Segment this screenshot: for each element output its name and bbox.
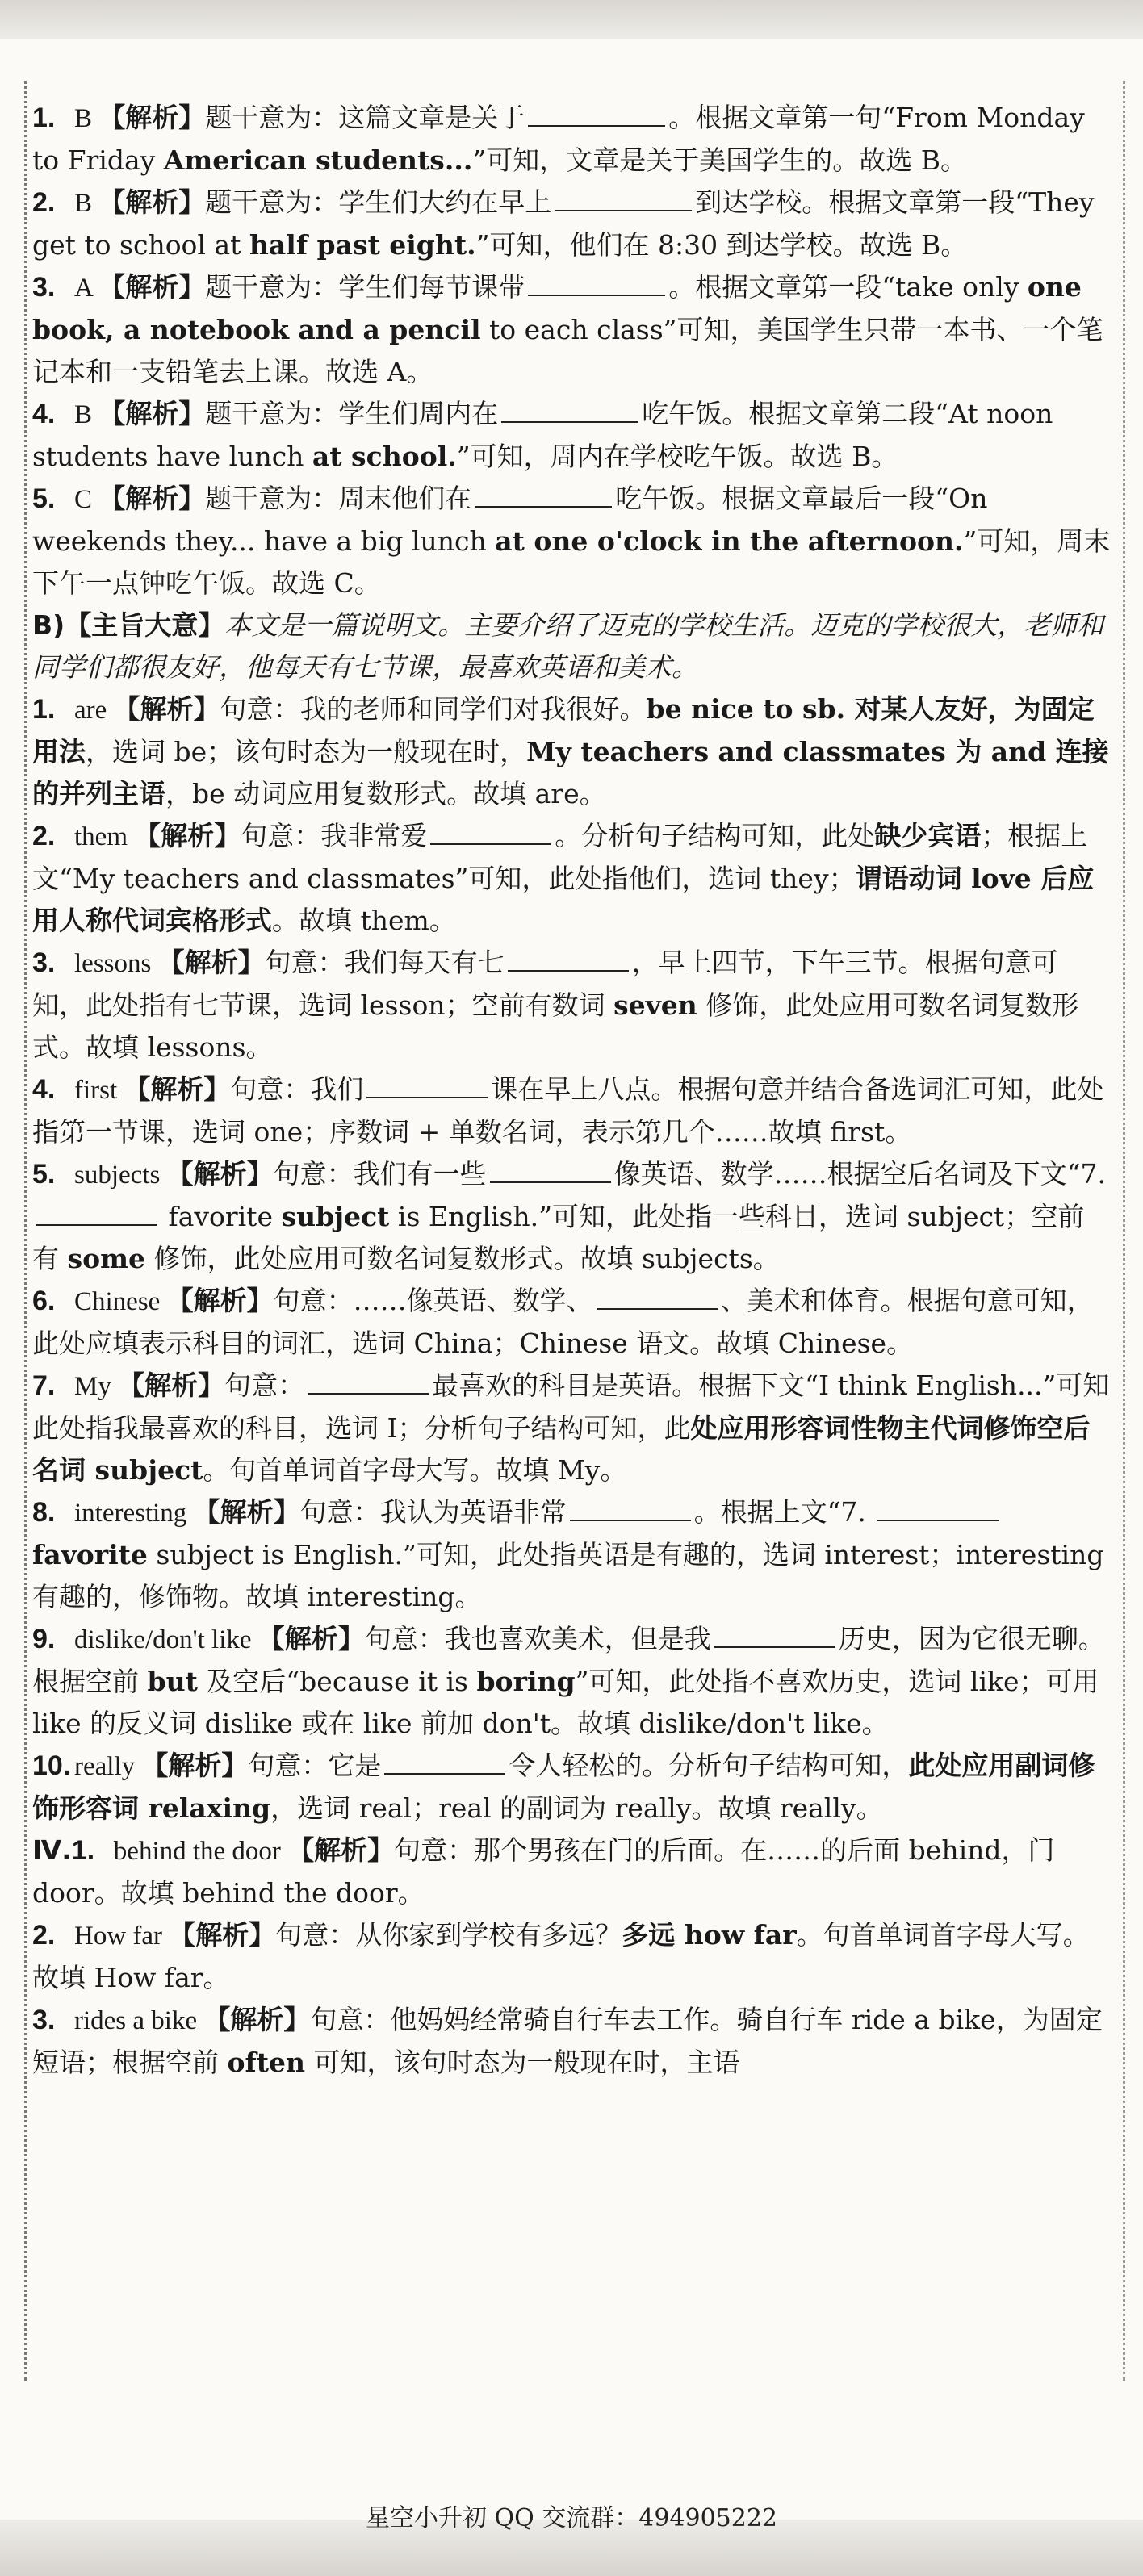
explanation-text: 到达学校。根据文章第一段“They get to school at bbox=[32, 186, 1095, 261]
question-number: 8. bbox=[32, 1497, 56, 1528]
key-point-text: subject bbox=[281, 1201, 390, 1232]
question-item bbox=[32, 1914, 1111, 1999]
section-b-answers bbox=[32, 688, 1111, 1830]
answer-blank bbox=[570, 1520, 691, 1521]
analysis-tag: 【解析】 bbox=[166, 1158, 274, 1190]
explanation-text: is English.”可知，此处指一些科目，选词 subject；空前有 bbox=[32, 1201, 1085, 1274]
analysis-tag: 【解析】 bbox=[287, 1834, 395, 1866]
explanation-text: 历史，因为它很无聊。根据空前 bbox=[32, 1623, 1105, 1697]
question-item bbox=[32, 1999, 1111, 2084]
answer-blank bbox=[528, 295, 665, 296]
answer-blank bbox=[555, 210, 692, 211]
answer-value: subjects bbox=[74, 1160, 167, 1190]
answer-blank bbox=[877, 1520, 999, 1521]
key-point-text: be nice to sb. 对某人友好，为固定用法 bbox=[32, 693, 1095, 767]
explanation-text: ，早上四节，下午三节。根据句意可知，此处指有七节课，选词 lesson；空前有数词 bbox=[32, 947, 1058, 1021]
section-b-summary-text: 本文是一篇说明文。主要介绍了迈克的学校生活。迈克的学校很大，老师和同学们都很友好，他每天有七节课，最喜欢英语和美术。 bbox=[32, 609, 1104, 683]
answer-value: B bbox=[74, 189, 99, 218]
answer-blank bbox=[430, 843, 551, 845]
question-item bbox=[32, 1365, 1111, 1491]
explanation-text: 句意：我们 bbox=[230, 1073, 364, 1105]
answer-blank bbox=[36, 1224, 157, 1226]
answer-value: C bbox=[74, 485, 99, 514]
right-dotted-rule bbox=[1123, 81, 1125, 2381]
explanation-text: 吃午饭。根据文章最后一段“On weekends they... have a big lunch bbox=[32, 483, 988, 557]
analysis-tag: 【解析】 bbox=[157, 947, 265, 978]
explanation-text: subject is English.”可知，此处指英语是有趣的，选词 interest；interesting 有趣的，修饰物。故填 interesting。 bbox=[32, 1539, 1104, 1612]
question-number: 2. bbox=[32, 1920, 56, 1951]
answer-value: really bbox=[74, 1752, 142, 1781]
key-point-text: My teachers and classmates 为 and 连接的并列主语 bbox=[32, 736, 1109, 809]
question-number: 1. bbox=[32, 102, 56, 133]
quoted-evidence: at one o'clock in the afternoon. bbox=[495, 525, 964, 557]
footer-text: 星空小升初 QQ 交流群：494905222 bbox=[365, 2504, 778, 2532]
explanation-text: 题干意为：这篇文章是关于 bbox=[205, 102, 525, 133]
section-iv-label: Ⅳ. bbox=[32, 1834, 72, 1866]
question-item bbox=[32, 1830, 1111, 1914]
answer-value: rides a bike bbox=[74, 2006, 204, 2035]
question-number: 5. bbox=[32, 483, 56, 514]
analysis-tag: 【解析】 bbox=[98, 483, 206, 514]
question-item bbox=[32, 97, 1111, 182]
answer-value: My bbox=[74, 1372, 119, 1401]
question-item bbox=[32, 1153, 1111, 1280]
explanation-text: 。句首单词首字母大写。故填 My。 bbox=[203, 1454, 627, 1486]
answer-value: first bbox=[74, 1076, 124, 1105]
question-number: 5. bbox=[32, 1159, 56, 1190]
answer-blank bbox=[528, 125, 665, 127]
section-iv-answers bbox=[32, 1830, 1111, 2084]
key-point-text: but bbox=[147, 1666, 198, 1697]
explanation-text: 句意：我认为英语非常 bbox=[299, 1496, 567, 1528]
explanation-text: 句意：那个男孩在门的后面。在……的后面 behind，门 door。故填 behind the door。 bbox=[32, 1834, 1055, 1909]
key-point-text: boring bbox=[476, 1666, 576, 1697]
question-item bbox=[32, 182, 1111, 266]
explanation-text: ；根据上文“My teachers and classmates”可知，此处指他们，选词 they； bbox=[32, 820, 1088, 894]
explanation-text: 及空后“because it is bbox=[197, 1666, 477, 1697]
analysis-tag: 【解析】 bbox=[113, 693, 220, 725]
answer-value: A bbox=[74, 274, 99, 303]
explanation-text: 句意：我也喜欢美术，但是我 bbox=[364, 1623, 711, 1654]
explanation-text: 。故填 them。 bbox=[272, 905, 456, 936]
quoted-evidence: half past eight. bbox=[249, 229, 476, 261]
key-point-text: 多远 how far bbox=[622, 1919, 797, 1951]
section-a-answers bbox=[32, 97, 1111, 604]
question-number: 9. bbox=[32, 1624, 56, 1654]
question-item bbox=[32, 1280, 1111, 1365]
left-dotted-rule bbox=[24, 81, 27, 2381]
analysis-tag: 【解析】 bbox=[98, 186, 206, 218]
explanation-text: 句意：从你家到学校有多远？ bbox=[275, 1919, 622, 1951]
analysis-tag: 【解析】 bbox=[166, 1285, 274, 1316]
question-number: 1. bbox=[32, 694, 56, 725]
analysis-tag: 【解析】 bbox=[169, 1919, 276, 1951]
explanation-text: 最喜欢的科目是英语。根据下文“I think English...”可知此处指我最喜欢的科目，选词 I；分析句子结构可知，此 bbox=[32, 1370, 1110, 1444]
answer-value: behind the door bbox=[113, 1837, 288, 1866]
analysis-tag: 【解析】 bbox=[257, 1623, 365, 1654]
answer-blank bbox=[501, 421, 638, 423]
question-item bbox=[32, 1491, 1111, 1618]
question-number: 3. bbox=[32, 2005, 56, 2035]
question-item bbox=[32, 688, 1111, 815]
analysis-tag: 【解析】 bbox=[124, 1073, 231, 1105]
answer-value: Chinese bbox=[74, 1287, 167, 1316]
question-number: 3. bbox=[32, 272, 56, 303]
explanation-text: 句意：它是 bbox=[248, 1750, 382, 1781]
explanation-text: 。根据文章第一句“From Monday to Friday bbox=[32, 102, 1085, 176]
answer-blank bbox=[384, 1773, 505, 1775]
key-point-text: some bbox=[67, 1243, 146, 1274]
key-point-text: 处应用形容词性物主代词修饰空后名词 subject bbox=[32, 1412, 1091, 1486]
answer-key-content bbox=[32, 97, 1111, 2084]
question-number: 7. bbox=[32, 1370, 56, 1401]
answer-value: them bbox=[74, 822, 135, 851]
quoted-evidence: one book, a notebook and a pencil bbox=[32, 271, 1082, 345]
explanation-text: to each class”可知，美国学生只带一本书、一个笔记本和一支铅笔去上课。故选 A。 bbox=[32, 314, 1103, 387]
key-point-text: 此处应用副词修饰形容词 relaxing bbox=[32, 1750, 1095, 1824]
explanation-text: ”可知，他们在 8:30 到达学校。故选 B。 bbox=[475, 229, 968, 261]
explanation-text: 。根据上文“7. bbox=[693, 1496, 875, 1528]
explanation-text: 修饰，此处应用可数名词复数形式。故填 subjects。 bbox=[145, 1243, 780, 1274]
answer-blank bbox=[366, 1097, 488, 1098]
key-point-text: 缺少宾语 bbox=[874, 820, 982, 851]
explanation-text: 句意：他妈妈经常骑自行车去工作。骑自行车 ride a bike，为固定短语；根据空前 bbox=[32, 2004, 1103, 2078]
explanation-text: 题干意为：学生们大约在早上 bbox=[205, 186, 552, 218]
answer-blank bbox=[475, 506, 612, 508]
explanation-text: 。句首单词首字母大写。故填 How far。 bbox=[32, 1919, 1090, 1993]
question-number: 4. bbox=[32, 399, 56, 429]
answer-value: B bbox=[74, 400, 99, 429]
explanation-text: 题干意为：学生们周内在 bbox=[205, 398, 499, 429]
explanation-text: favorite bbox=[160, 1201, 282, 1232]
question-item bbox=[32, 266, 1111, 393]
question-item bbox=[32, 942, 1111, 1068]
analysis-tag: 【解析】 bbox=[118, 1370, 225, 1401]
explanation-text: ，选词 be；该句时态为一般现在时， bbox=[86, 736, 527, 767]
explanation-text: 题干意为：学生们每节课带 bbox=[205, 271, 525, 303]
key-point-text: favorite bbox=[32, 1539, 148, 1570]
analysis-tag: 【解析】 bbox=[203, 2004, 311, 2035]
explanation-text: 句意： bbox=[224, 1370, 305, 1401]
analysis-tag: 【解析】 bbox=[98, 398, 206, 429]
question-item bbox=[32, 478, 1111, 604]
question-number: 2. bbox=[32, 187, 56, 218]
answer-blank bbox=[714, 1646, 835, 1648]
explanation-text: 句意：我非常爱 bbox=[241, 820, 428, 851]
answer-blank bbox=[308, 1393, 429, 1395]
key-point-text: seven bbox=[613, 989, 697, 1021]
explanation-text: 句意：我们有一些 bbox=[273, 1158, 487, 1190]
question-number: 1. bbox=[71, 1835, 95, 1866]
explanation-text: 修饰，此处应用可数名词复数形式。故填 lessons。 bbox=[32, 989, 1079, 1063]
analysis-tag: 【解析】 bbox=[193, 1496, 300, 1528]
explanation-text: 可知，该句时态为一般现在时，主语 bbox=[304, 2047, 740, 2078]
explanation-text: 。分析句子结构可知，此处 bbox=[555, 820, 875, 851]
question-item bbox=[32, 1068, 1111, 1153]
explanation-text: ，选词 real；real 的副词为 really。故填 really。 bbox=[270, 1792, 883, 1824]
answer-blank bbox=[508, 970, 629, 972]
explanation-text: ”可知，文章是关于美国学生的。故选 B。 bbox=[472, 144, 967, 176]
section-b-heading: B)【主旨大意】 bbox=[32, 609, 225, 641]
question-item bbox=[32, 815, 1111, 942]
key-point-text: often bbox=[227, 2047, 305, 2078]
question-item bbox=[32, 393, 1111, 478]
question-number: 3. bbox=[32, 947, 56, 978]
question-number: 4. bbox=[32, 1074, 56, 1105]
explanation-text: 像英语、数学……根据空后名词及下文“7. bbox=[613, 1158, 1106, 1190]
answer-value: dislike/don't like bbox=[74, 1625, 258, 1654]
key-point-text: 谓语动词 love 后应用人称代词宾格形式 bbox=[32, 863, 1095, 936]
answer-value: How far bbox=[74, 1922, 170, 1951]
question-number: 2. bbox=[32, 821, 56, 851]
analysis-tag: 【解析】 bbox=[134, 820, 241, 851]
answer-value: lessons bbox=[74, 949, 158, 978]
answer-value: interesting bbox=[74, 1499, 194, 1528]
analysis-tag: 【解析】 bbox=[98, 102, 206, 133]
top-scan-margin bbox=[0, 0, 1143, 39]
question-number: 6. bbox=[32, 1286, 56, 1316]
analysis-tag: 【解析】 bbox=[98, 271, 206, 303]
explanation-text: ”可知，周内在学校吃午饭。故选 B。 bbox=[456, 441, 898, 472]
explanation-text: 题干意为：周末他们在 bbox=[205, 483, 472, 514]
explanation-text: 、美术和体育。根据句意可知，此处应填表示科目的词汇，选词 China；Chinese 语文。故填 Chinese。 bbox=[32, 1285, 1094, 1359]
quoted-evidence: at school. bbox=[312, 441, 457, 472]
explanation-text: 吃午饭。根据文章第二段“At noon students have lunch bbox=[32, 398, 1053, 472]
answer-blank bbox=[490, 1181, 611, 1183]
explanation-text: ”可知，此处指不喜欢历史，选词 like；可用 like 的反义词 dislike 或在 like 前加 don't。故填 dislike/don't like。 bbox=[32, 1666, 1099, 1739]
analysis-tag: 【解析】 bbox=[141, 1750, 249, 1781]
explanation-text: 。根据文章第一段“take only bbox=[668, 271, 1028, 303]
explanation-text: 令人轻松的。分析句子结构可知， bbox=[509, 1750, 909, 1781]
question-number: 10. bbox=[32, 1750, 71, 1781]
explanation-text: ”可知，周末下午一点钟吃午饭。故选 C。 bbox=[32, 525, 1111, 599]
quoted-evidence: American students... bbox=[163, 144, 473, 176]
answer-value: are bbox=[74, 696, 114, 725]
explanation-text: 课在早上八点。根据句意并结合备选词汇可知，此处指第一节课，选词 one；序数词 + 单数名词，表示第几个……故填 first。 bbox=[32, 1073, 1104, 1148]
question-item bbox=[32, 1618, 1111, 1745]
explanation-text: 句意：……像英语、数学、 bbox=[273, 1285, 593, 1316]
section-b-summary bbox=[32, 604, 1111, 688]
explanation-text: 句意：我的老师和同学们对我很好。 bbox=[220, 693, 647, 725]
answer-value: B bbox=[74, 104, 99, 133]
explanation-text: 句意：我们每天有七 bbox=[264, 947, 505, 978]
explanation-text: ，be 动词应用复数形式。故填 are。 bbox=[165, 778, 606, 809]
answer-blank bbox=[597, 1308, 718, 1310]
question-item bbox=[32, 1745, 1111, 1830]
